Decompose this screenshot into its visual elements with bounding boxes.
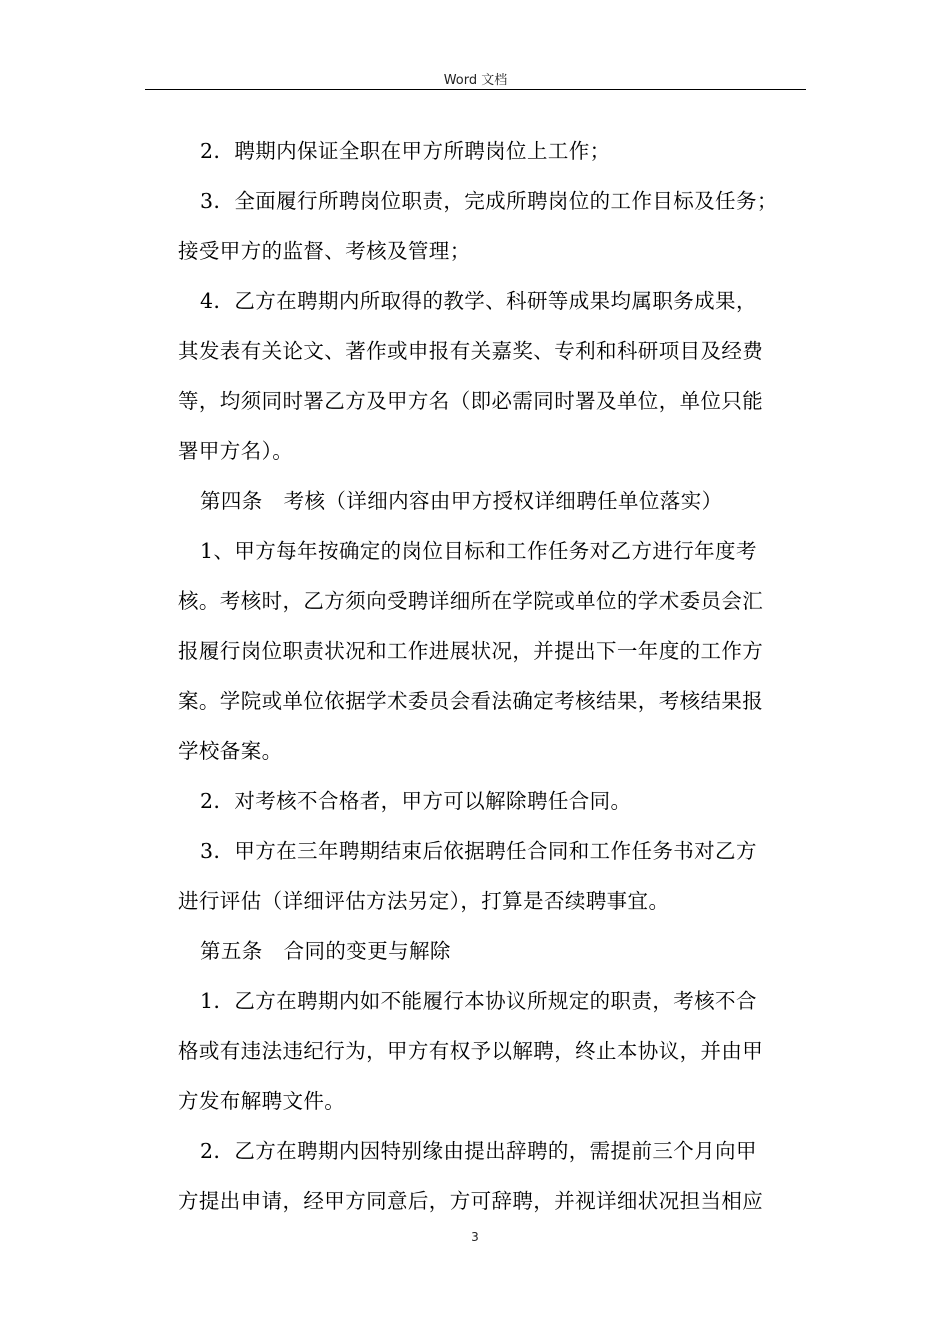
text-line: 2．乙方在聘期内因特别缘由提出辞聘的，需提前三个月向甲 [200, 1139, 757, 1163]
text-line: 学校备案。 [178, 739, 283, 763]
text-line: 署甲方名）。 [178, 439, 294, 463]
text-line: 3．全面履行所聘岗位职责，完成所聘岗位的工作目标及任务； [200, 189, 778, 213]
text-line: 1．乙方在聘期内如不能履行本协议所规定的职责，考核不合 [200, 989, 757, 1013]
text-line: 方提出申请，经甲方同意后，方可辞聘，并视详细状况担当相应 [178, 1189, 764, 1213]
text-line: 接受甲方的监督、考核及管理； [178, 239, 471, 263]
text-line: 第四条 考核（详细内容由甲方授权详细聘任单位落实） [200, 489, 723, 513]
text-line: 4．乙方在聘期内所取得的教学、科研等成果均属职务成果， [200, 289, 757, 313]
text-line: 进行评估（详细评估方法另定），打算是否续聘事宜。 [178, 889, 670, 913]
text-line: 方发布解聘文件。 [178, 1089, 346, 1113]
text-line: 案。学院或单位依据学术委员会看法确定考核结果，考核结果报 [178, 689, 764, 713]
text-line: 等，均须同时署乙方及甲方名（即必需同时署及单位，单位只能 [178, 389, 764, 413]
text-line: 3．甲方在三年聘期结束后依据聘任合同和工作任务书对乙方 [200, 839, 757, 863]
text-line: 报履行岗位职责状况和工作进展状况，并提出下一年度的工作方 [178, 639, 764, 663]
document-body [178, 126, 808, 1226]
text-line: 其发表有关论文、著作或申报有关嘉奖、专利和科研项目及经费 [178, 339, 764, 363]
text-line: 核。考核时，乙方须向受聘详细所在学院或单位的学术委员会汇 [178, 589, 764, 613]
text-line: 第五条 合同的变更与解除 [200, 939, 451, 963]
text-line: 1、甲方每年按确定的岗位目标和工作任务对乙方进行年度考 [200, 539, 757, 563]
text-line: 2．对考核不合格者，甲方可以解除聘任合同。 [200, 789, 632, 813]
page-header: Word 文档 [443, 73, 508, 88]
page-number: 3 [471, 1230, 479, 1244]
text-line: 格或有违法违纪行为，甲方有权予以解聘，终止本协议，并由甲 [178, 1039, 764, 1063]
text-line: 2．聘期内保证全职在甲方所聘岗位上工作； [200, 139, 611, 163]
header-divider [145, 89, 806, 90]
